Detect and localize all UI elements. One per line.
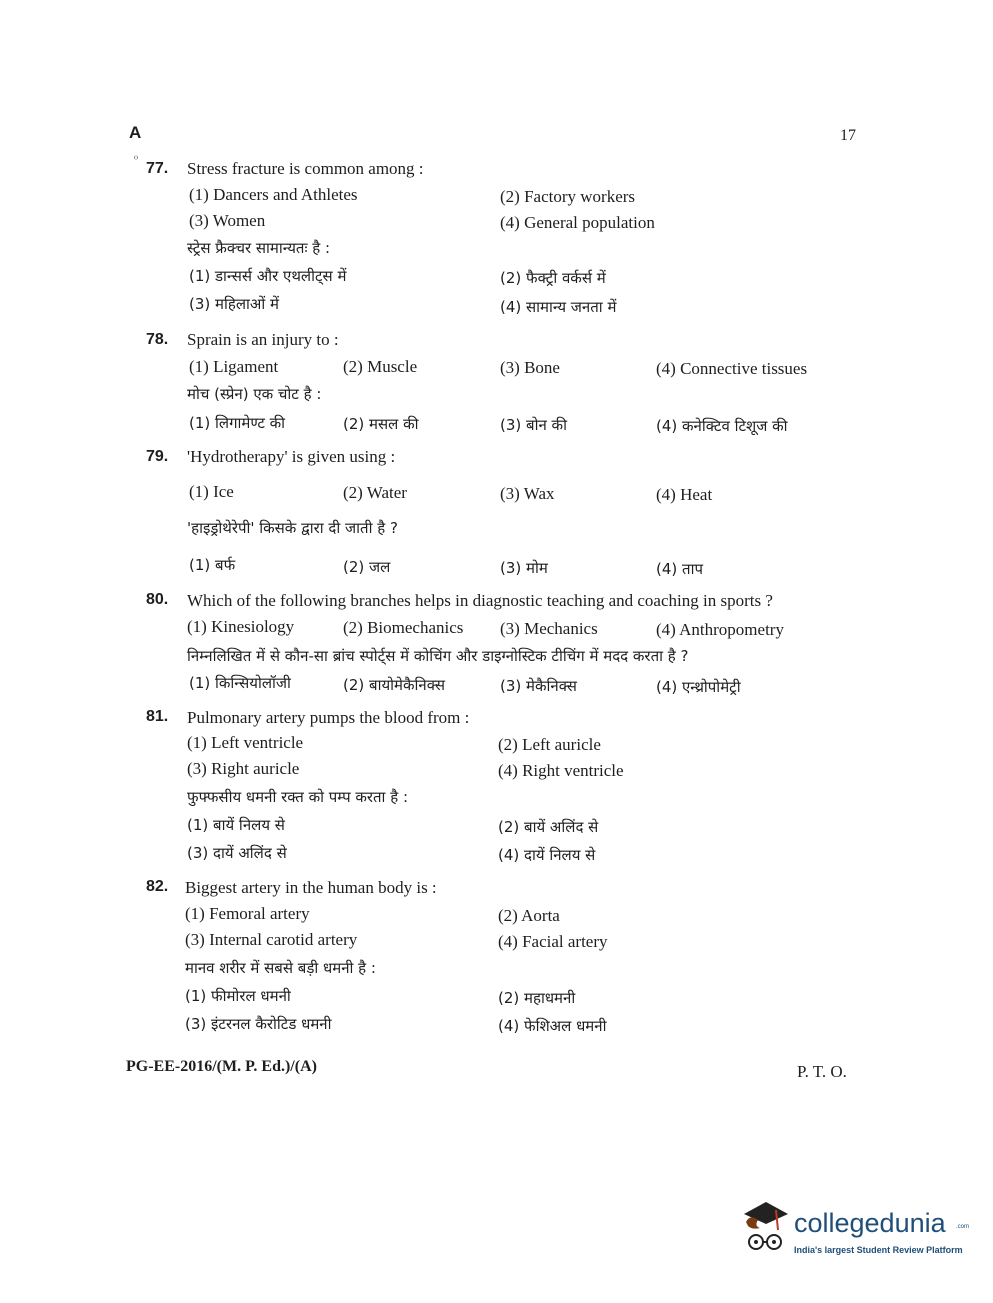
question-text-hi: मानव शरीर में सबसे बड़ी धमनी है : bbox=[185, 959, 376, 977]
option-hi: (4) फेशिअल धमनी bbox=[498, 1017, 607, 1035]
question-number: 82. bbox=[146, 878, 169, 895]
option-hi: (4) ताप bbox=[656, 560, 703, 578]
option-en: (1) Dancers and Athletes bbox=[189, 185, 358, 204]
option-en: (2) Factory workers bbox=[500, 187, 636, 206]
option-en: (3) Internal carotid artery bbox=[185, 930, 358, 949]
option-hi: (2) फैक्ट्री वर्कर्स में bbox=[500, 269, 606, 287]
paper-code: PG-EE-2016/(M. P. Ed.)/(A) bbox=[126, 1058, 317, 1075]
option-en: (4) Heat bbox=[656, 485, 713, 504]
mascot-icon bbox=[736, 1196, 792, 1258]
question-number: 78. bbox=[146, 331, 169, 348]
option-en: (2) Aorta bbox=[498, 906, 560, 925]
question-text-hi: निम्नलिखित में से कौन-सा ब्रांच स्पोर्ट्स में कोचिंग और डाइग्नोस्टिक टीचिंग में मदद करता है ? bbox=[187, 647, 689, 665]
option-en: (4) Facial artery bbox=[498, 932, 608, 951]
question-number: 81. bbox=[146, 708, 169, 725]
logo-domain: .com bbox=[956, 1224, 970, 1230]
question-set-label: A bbox=[129, 123, 142, 142]
option-hi: (4) दायें निलय से bbox=[498, 846, 596, 864]
option-en: (2) Biomechanics bbox=[343, 618, 464, 637]
option-hi: (3) बोन की bbox=[500, 416, 567, 434]
option-en: (3) Wax bbox=[500, 484, 555, 503]
question-text-hi: मोच (स्प्रेन) एक चोट है : bbox=[187, 385, 322, 403]
question-text-hi: 'हाइड्रोथेरेपी' किसके द्वारा दी जाती है ? bbox=[187, 519, 398, 537]
option-en: (1) Ligament bbox=[189, 357, 279, 376]
question-text-hi: स्ट्रेस फ्रैक्चर सामान्यतः है : bbox=[187, 239, 331, 257]
option-en: (3) Mechanics bbox=[500, 619, 598, 638]
question-text-en: Stress fracture is common among : bbox=[187, 159, 424, 178]
option-en: (3) Bone bbox=[500, 358, 560, 377]
option-en: (4) Connective tissues bbox=[656, 359, 808, 378]
option-hi: (4) एन्थ्रोपोमेट्री bbox=[656, 678, 741, 696]
collegedunia-logo bbox=[736, 1196, 970, 1266]
option-hi: (2) बायोमेकैनिक्स bbox=[343, 676, 445, 694]
question-text-en: Biggest artery in the human body is : bbox=[185, 878, 437, 897]
option-en: (2) Muscle bbox=[343, 357, 418, 376]
option-hi: (3) मोम bbox=[500, 559, 548, 577]
option-en: (2) Left auricle bbox=[498, 735, 601, 754]
option-hi: (2) बायें अलिंद से bbox=[498, 818, 599, 836]
option-en: (4) Right ventricle bbox=[498, 761, 624, 780]
option-en: (4) Anthropometry bbox=[656, 620, 784, 639]
option-hi: (4) सामान्य जनता में bbox=[500, 298, 617, 316]
option-hi: (4) कनेक्टिव टिशूज की bbox=[656, 417, 788, 435]
option-hi: (1) बर्फ bbox=[189, 556, 236, 574]
question-number: 80. bbox=[146, 591, 169, 608]
option-hi: (1) फीमोरल धमनी bbox=[185, 987, 291, 1005]
option-hi: (3) मेकैनिक्स bbox=[500, 677, 577, 695]
option-en: (2) Water bbox=[343, 483, 407, 502]
question-text-hi: फुफ्फसीय धमनी रक्त को पम्प करता है : bbox=[187, 788, 408, 806]
question-text-en: Pulmonary artery pumps the blood from : bbox=[187, 708, 470, 727]
option-hi: (1) लिगामेण्ट की bbox=[189, 414, 286, 432]
option-hi: (3) महिलाओं में bbox=[189, 295, 279, 313]
question-text-en: Which of the following branches helps in diagnostic teaching and coaching in sports ? bbox=[187, 591, 773, 610]
option-en: (1) Left ventricle bbox=[187, 733, 304, 752]
option-en: (4) General population bbox=[500, 213, 655, 232]
question-text-en: 'Hydrotherapy' is given using : bbox=[187, 447, 396, 466]
option-hi: (1) डान्सर्स और एथलीट्स में bbox=[189, 267, 347, 285]
logo-wordmark: collegedunia bbox=[794, 1208, 946, 1238]
option-en: (3) Women bbox=[189, 211, 266, 230]
option-hi: (3) दायें अलिंद से bbox=[187, 844, 287, 862]
option-en: (1) Femoral artery bbox=[185, 904, 310, 923]
option-hi: (2) मसल की bbox=[343, 415, 419, 433]
question-number: 79. bbox=[146, 448, 169, 465]
option-hi: (1) किन्सियोलॉजी bbox=[189, 674, 291, 692]
option-hi: (2) महाधमनी bbox=[498, 989, 576, 1007]
option-en: (1) Kinesiology bbox=[187, 617, 295, 636]
question-text-en: Sprain is an injury to : bbox=[187, 330, 339, 349]
page-turn-note: P. T. O. bbox=[797, 1062, 847, 1081]
logo-tagline: India's largest Student Review Platform bbox=[794, 1245, 963, 1255]
option-en: (3) Right auricle bbox=[187, 759, 300, 778]
page-number: 17 bbox=[840, 127, 856, 144]
option-en: (1) Ice bbox=[189, 482, 234, 501]
option-hi: (2) जल bbox=[343, 558, 391, 576]
question-number: 77. bbox=[146, 160, 169, 177]
option-hi: (1) बायें निलय से bbox=[187, 816, 285, 834]
option-hi: (3) इंटरनल कैरोटिड धमनी bbox=[185, 1015, 332, 1033]
